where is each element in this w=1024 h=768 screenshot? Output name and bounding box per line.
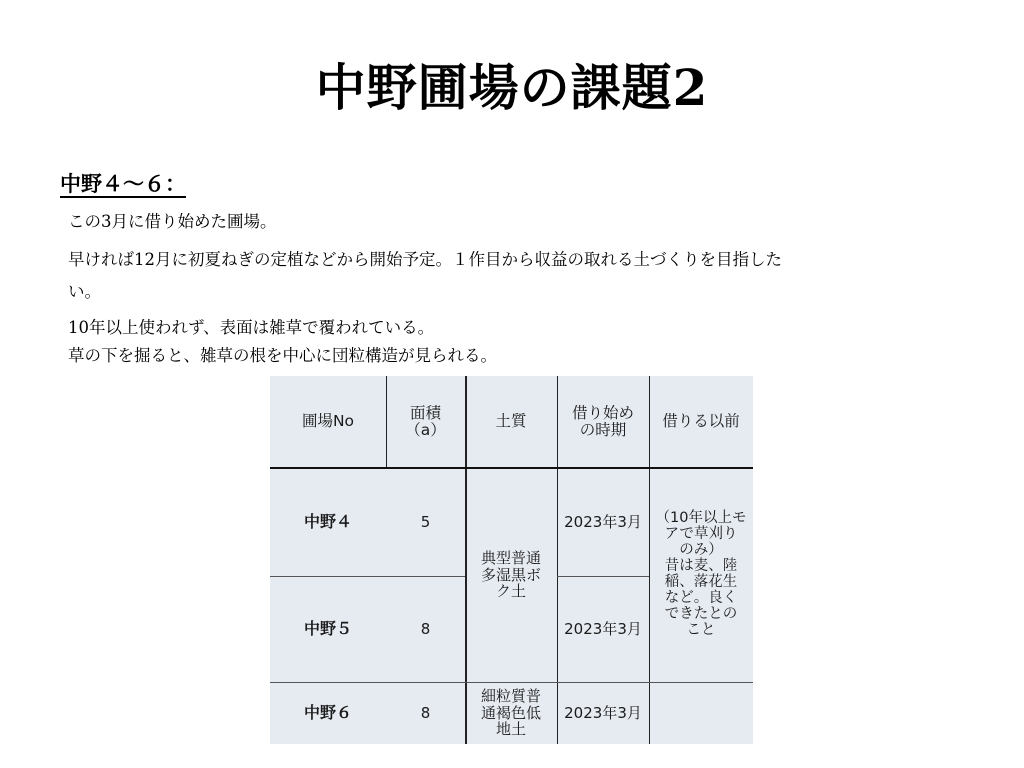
paragraph-4: 草の下を掘ると、雑草の根を中心に団粒構造が見られる。 bbox=[68, 346, 497, 365]
paragraph-1: この3月に借り始めた圃場。 bbox=[68, 212, 277, 231]
paragraph-2-cont: い。 bbox=[68, 282, 101, 301]
history-merged-cell: （10年以上モ アで草刈り のみ） 昔は麦、陸 稲、落花生 など。良く できたとの こと bbox=[655, 510, 747, 638]
row2-field: 中野５ bbox=[303, 619, 352, 639]
grid-line bbox=[270, 682, 753, 683]
grid-line bbox=[557, 376, 558, 744]
grid-line bbox=[270, 576, 465, 577]
header-area: 面積 （a） bbox=[405, 403, 446, 439]
section-subheading: 中野４〜６： bbox=[60, 171, 186, 196]
grid-line bbox=[386, 376, 387, 468]
row1-area: 5 bbox=[420, 512, 431, 531]
paragraph-3: 10年以上使われず、表面は雑草で覆われている。 bbox=[68, 318, 435, 337]
row1-start: 2023年3月 bbox=[564, 512, 642, 531]
row3-area: 8 bbox=[420, 703, 431, 722]
row3-soil: 細粒質普 通褐色低 地土 bbox=[480, 686, 541, 739]
grid-line bbox=[270, 467, 753, 469]
header-soil: 土質 bbox=[495, 412, 527, 431]
header-start-date: 借り始め の時期 bbox=[571, 403, 634, 439]
slide-title: 中野圃場の課題2 bbox=[315, 58, 709, 117]
grid-line bbox=[649, 376, 650, 744]
header-history: 借りる以前 bbox=[662, 412, 740, 431]
paragraph-2: 早ければ12月に初夏ねぎの定植などから開始予定。１作目から収益の取れる土づくりを目指した bbox=[68, 250, 782, 269]
row2-start: 2023年3月 bbox=[564, 619, 642, 638]
grid-line bbox=[557, 576, 649, 577]
row3-start: 2023年3月 bbox=[564, 703, 642, 722]
row1-field: 中野４ bbox=[303, 512, 352, 532]
row2-area: 8 bbox=[420, 619, 431, 638]
grid-line bbox=[465, 376, 467, 744]
row3-field: 中野６ bbox=[303, 703, 352, 723]
soil-merged-cell: 典型普通 多湿黒ボ ク土 bbox=[480, 548, 541, 601]
field-table bbox=[270, 376, 753, 744]
header-field-no: 圃場No bbox=[301, 412, 355, 431]
